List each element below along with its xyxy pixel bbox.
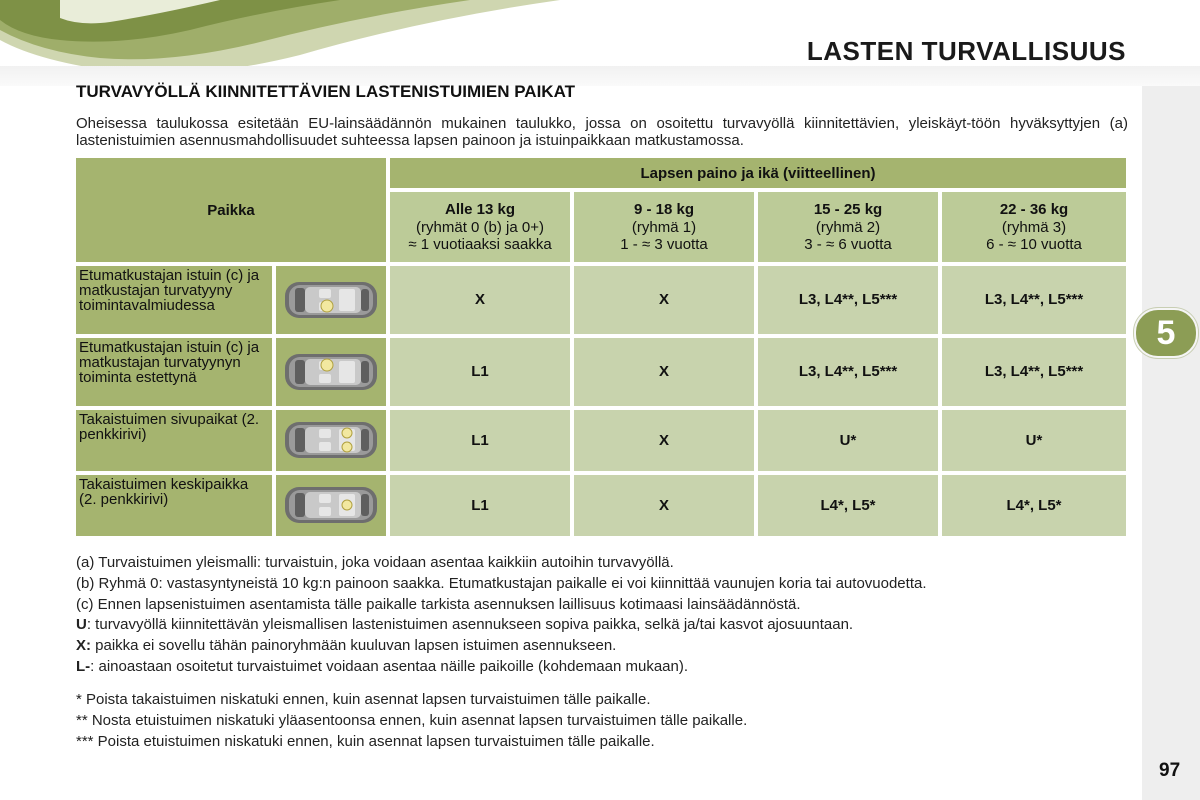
column-age: ≈ 1 vuotiaaksi saakka	[408, 236, 552, 253]
table-cell: L1	[390, 338, 570, 406]
group-header: Lapsen paino ja ikä (viitteellinen)	[390, 158, 1126, 188]
table-cell: X	[574, 410, 754, 471]
note-u-key: U	[76, 616, 87, 634]
table-row	[76, 266, 1126, 334]
table-cell: L3, L4**, L5***	[758, 338, 938, 406]
note-c: (c) Ennen lapsenistuimen asentamista tälle paikalle tarkista asennuksen laillisuus kotimaasi lainsäädännöstä.	[76, 595, 801, 613]
section-title: TURVAVYÖLLÄ KIINNITETTÄVIEN LASTENISTUIMIEN PAIKAT	[76, 82, 575, 101]
note-l	[76, 657, 1136, 678]
table-cell: L4*, L5*	[942, 475, 1126, 536]
note-b: (b) Ryhmä 0: vastasyntyneistä 10 kg:n painoon saakka. Etumatkustajan paikalle ei voi kiinnittää vaunujen koria tai autovuodetta.	[76, 574, 927, 592]
car-topview-icon	[283, 278, 379, 322]
column-age: 1 - ≈ 3 vuotta	[620, 236, 708, 253]
column-weight: 22 - 36 kg	[999, 201, 1069, 218]
note-l-text: : ainoastaan osoitetut turvaistuimet voidaan asentaa näille paikoille (kohdemaan mukaan).	[90, 657, 689, 675]
notes-block	[76, 553, 1136, 678]
car-seat-diagram	[276, 410, 386, 471]
note-u-text: : turvavyöllä kiinnitettävän yleismallisen lastenistuimen asennukseen sopiva paikka, selkä ja/tai kasvot ajosuuntaan.	[86, 616, 854, 634]
footnote: *** Poista etuistuimen niskatuki ennen, kuin asennat lapsen turvaistuimen tälle paikalle.	[76, 733, 655, 750]
page-number: 97	[1159, 760, 1181, 781]
car-seat-diagram	[276, 475, 386, 536]
table-cell: L1	[390, 475, 570, 536]
note-a: (a) Turvaistuimen yleismalli: turvaistuin, joka voidaan asentaa kaikkiin autoihin turvavyöllä.	[76, 554, 674, 571]
place-header: Paikka	[76, 158, 386, 262]
column-age: 6 - ≈ 10 vuotta	[986, 236, 1082, 253]
table-cell: X	[390, 266, 570, 334]
child-seat-table	[72, 154, 1130, 540]
note-u	[76, 615, 1136, 636]
note-x	[76, 636, 1136, 657]
column-weight: Alle 13 kg	[444, 201, 516, 218]
column-weight: 9 - 18 kg	[634, 201, 695, 218]
table-row	[76, 338, 1126, 406]
table-row	[76, 475, 1126, 536]
table-cell: L3, L4**, L5***	[758, 266, 938, 334]
column-group: (ryhmä 1)	[631, 219, 697, 236]
footnote: ** Nosta etuistuimen niskatuki yläasentoonsa ennen, kuin asennat lapsen turvaistuimen tälle paikalle.	[76, 712, 748, 729]
car-seat-diagram	[276, 338, 386, 406]
footnote: * Poista takaistuimen niskatuki ennen, kuin asennat lapsen turvaistuimen tälle paikalle.	[76, 691, 651, 708]
table-cell: L4*, L5*	[758, 475, 938, 536]
note-x-key: X:	[76, 637, 91, 655]
footnotes-block	[76, 689, 747, 752]
column-header	[574, 192, 754, 262]
note-l-key: L-	[76, 657, 91, 675]
row-label: Takaistuimen keskipaikka (2. penkkirivi)	[76, 475, 272, 536]
car-seat-diagram	[276, 266, 386, 334]
row-label: Etumatkustajan istuin (c) ja matkustajan turvatyynyn toiminta estettynä	[76, 338, 272, 406]
column-group: (ryhmät 0 (b) ja 0+)	[416, 219, 544, 236]
column-age: 3 - ≈ 6 vuotta	[804, 236, 892, 253]
table-cell: X	[574, 266, 754, 334]
note-x-text: paikka ei sovellu tähän painoryhmään kuuluvan lapsen istuimen asennukseen.	[91, 637, 617, 655]
table-row	[76, 410, 1126, 471]
row-label: Etumatkustajan istuin (c) ja matkustajan turvatyyny toimintavalmiudessa	[76, 266, 272, 334]
car-topview-icon	[283, 350, 379, 394]
car-topview-icon	[283, 483, 379, 527]
chapter-tab: 5	[1134, 308, 1198, 358]
column-header	[390, 192, 570, 262]
table-cell: L3, L4**, L5***	[942, 266, 1126, 334]
table-cell: U*	[758, 410, 938, 471]
row-label: Takaistuimen sivupaikat (2. penkkirivi)	[76, 410, 272, 471]
table-cell: U*	[942, 410, 1126, 471]
chapter-title: LASTEN TURVALLISUUS	[806, 36, 1126, 66]
column-group: (ryhmä 2)	[815, 219, 881, 236]
table-cell: X	[574, 475, 754, 536]
column-header	[942, 192, 1126, 262]
car-topview-icon	[283, 418, 379, 462]
table-cell: X	[574, 338, 754, 406]
intro-paragraph: Oheisessa taulukossa esitetään EU-lainsäädännön mukainen taulukko, jossa on osoitettu turvavyöllä kiinnitettävien, yleiskäyt-töön hyväksyttyjen (a) lastenistuimien asennusmahdollisuudet suhteessa lapsen painoon ja istuinpaikkaan matkustamossa.	[76, 115, 1128, 149]
table-cell: L3, L4**, L5***	[942, 338, 1126, 406]
column-weight: 15 - 25 kg	[813, 201, 883, 218]
side-strip	[1142, 86, 1200, 800]
table-cell: L1	[390, 410, 570, 471]
column-group: (ryhmä 3)	[1001, 219, 1067, 236]
column-header	[758, 192, 938, 262]
